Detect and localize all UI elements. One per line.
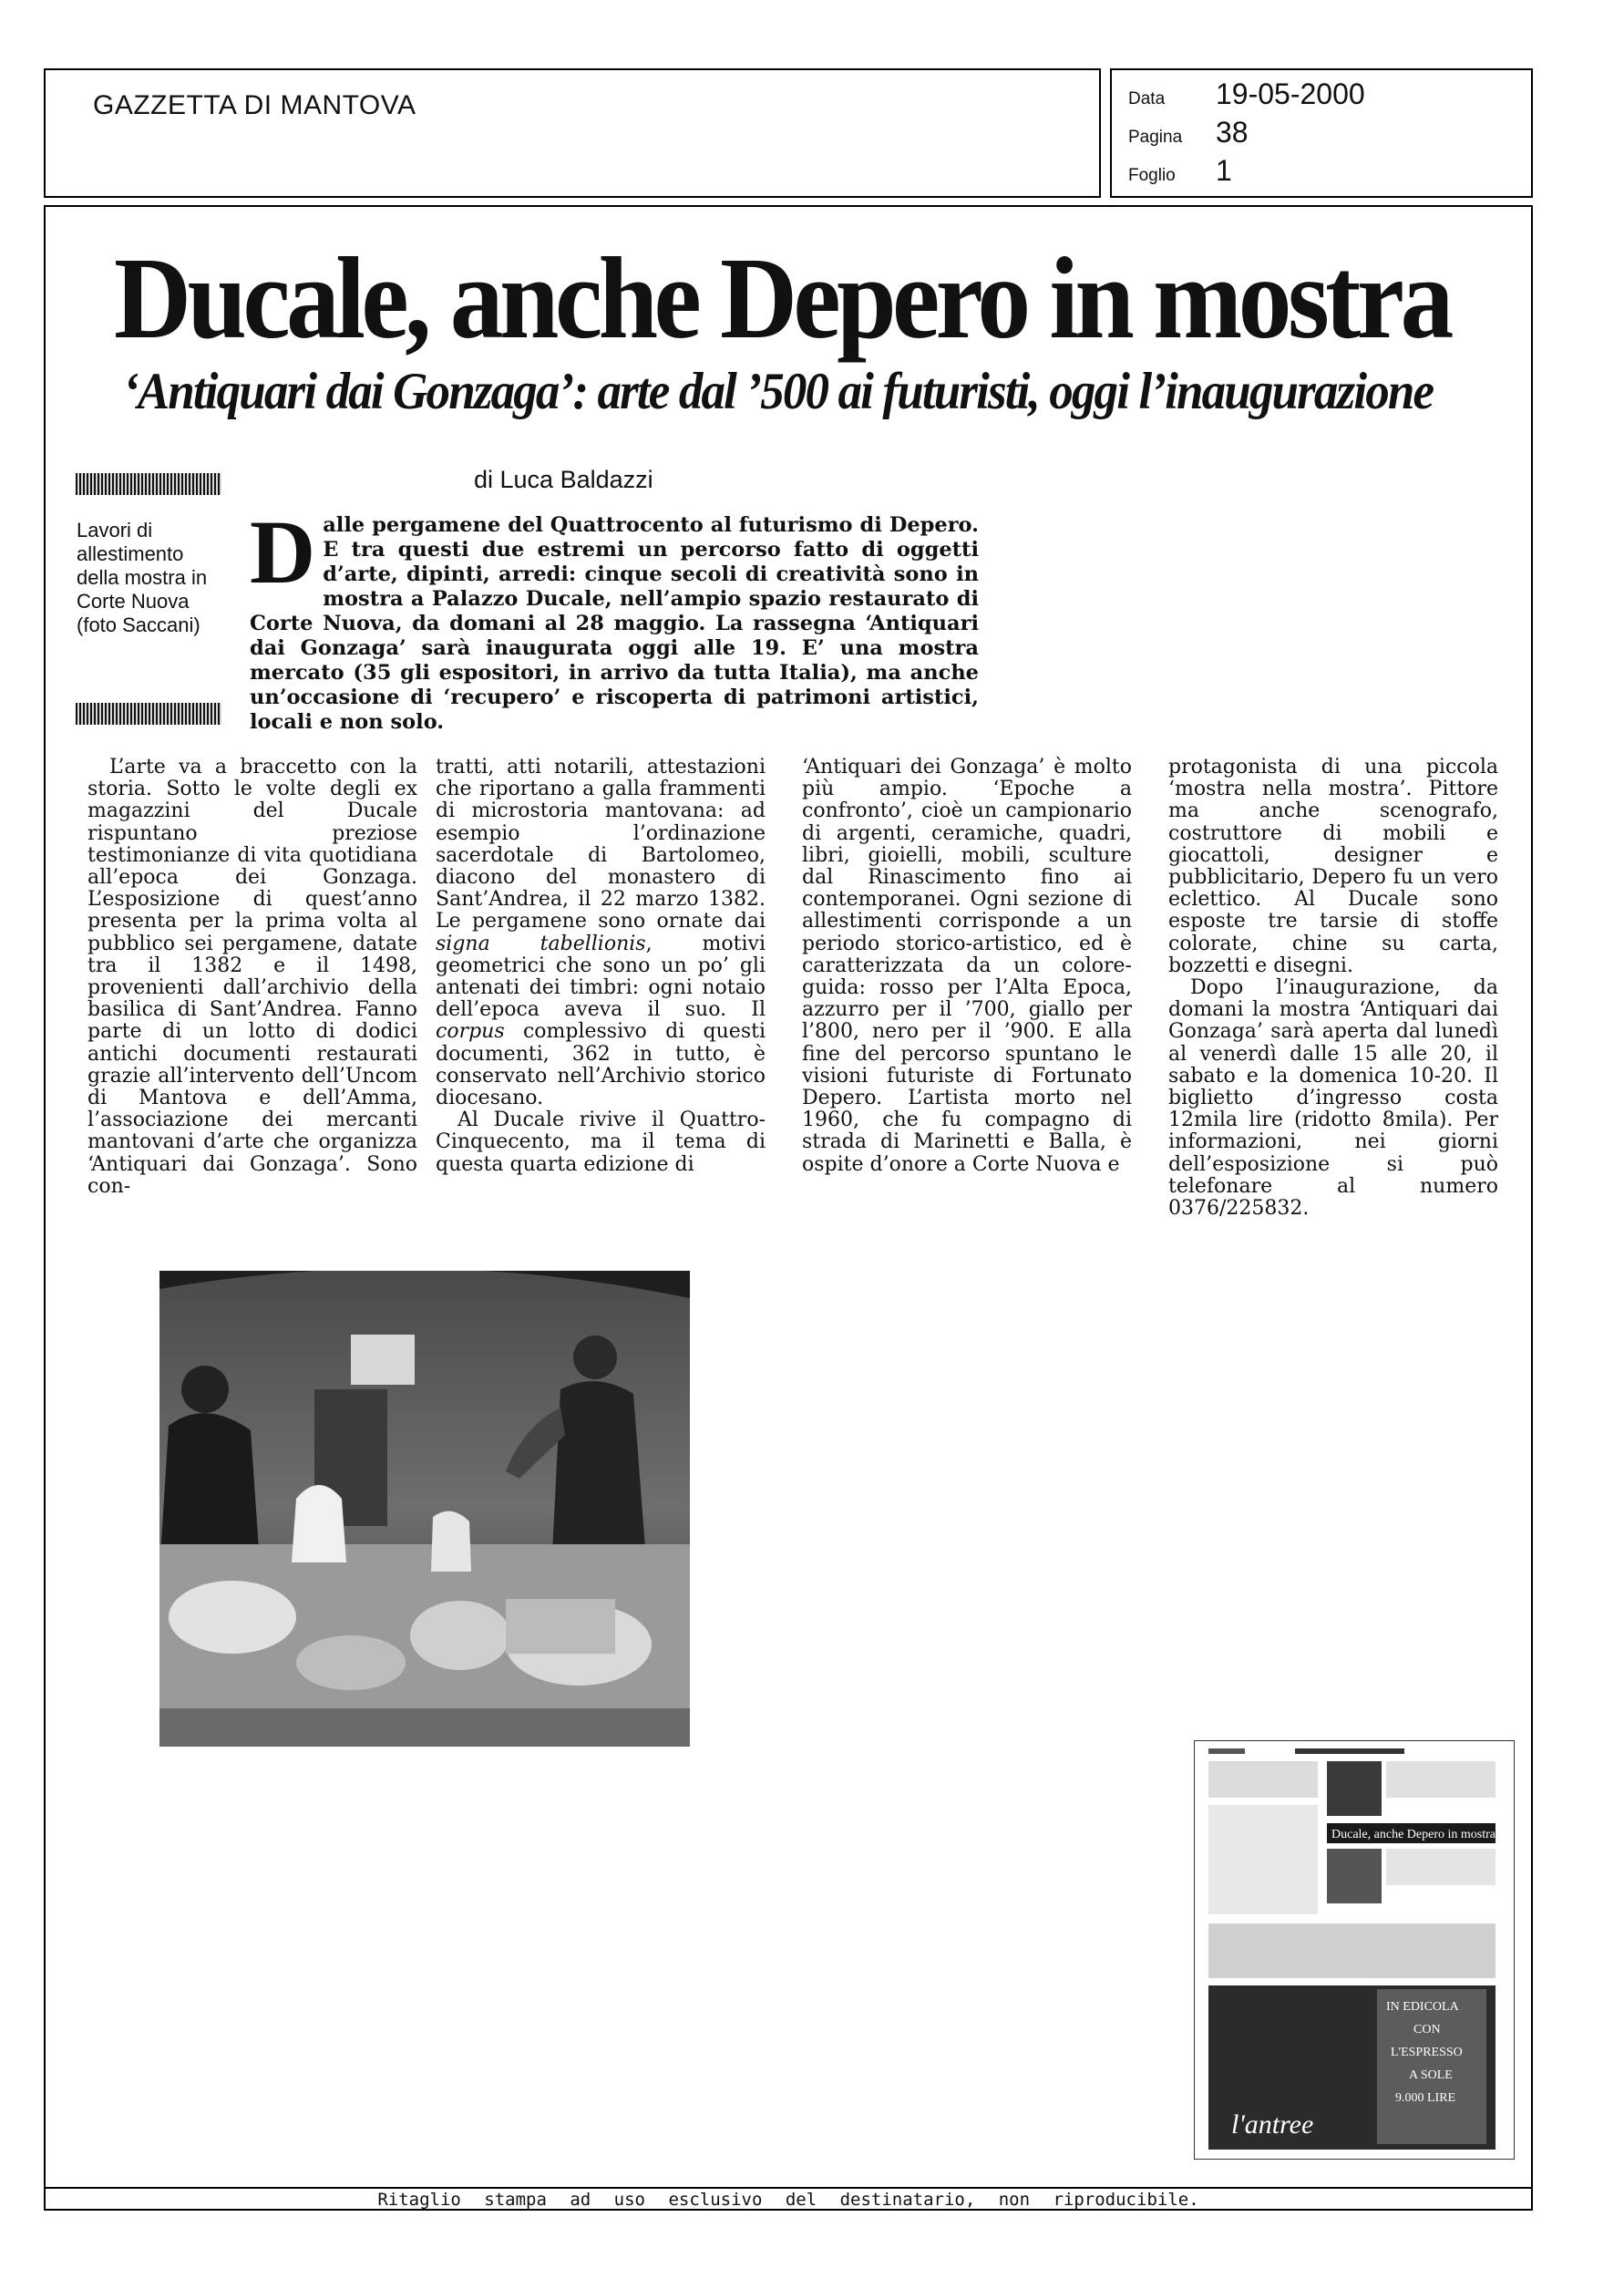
footer-rule bbox=[46, 2187, 1531, 2189]
col4-paragraph-1: protagonista di una piccola ‘mostra nella mostra’. Pittore ma anche scenografo, costruttore di mobili e giocattoli, designer e pubblicitario, Depero fu un vero eclettico. Al Ducale sono esposte tre tarsie di stoffe colorate, chine su carta, bozzetti e disegni. bbox=[1168, 756, 1498, 977]
meta-date-value: 19-05-2000 bbox=[1216, 77, 1365, 110]
thumbnail-ad-brand: l'antree bbox=[1231, 2109, 1314, 2140]
lead-paragraph bbox=[250, 501, 979, 735]
exhibition-photo bbox=[159, 1271, 690, 1747]
caption-rule-bottom bbox=[76, 703, 221, 725]
thumbnail-ad-line-3: L'ESPRESSO bbox=[1391, 2046, 1463, 2059]
body-column-4 bbox=[1168, 757, 1498, 1220]
byline: di Luca Baldazzi bbox=[474, 466, 653, 493]
thumbnail-ad-line-2: CON bbox=[1413, 2023, 1441, 2037]
meta-sheet bbox=[1128, 154, 1232, 191]
meta-page bbox=[1128, 116, 1249, 152]
col2-p1-text-c: complessivo di questi documenti, 362 in tutto, è conservato nell’Archivio storico diocesano. bbox=[436, 1020, 766, 1110]
caption-rule-top bbox=[76, 473, 221, 495]
drop-cap: D bbox=[250, 501, 316, 603]
newspaper-header bbox=[44, 68, 1101, 198]
body-column-2 bbox=[436, 757, 766, 1176]
body-column-1 bbox=[87, 757, 417, 1198]
article-clipping bbox=[44, 205, 1533, 2211]
col2-p1-text-b: , motivi geometrici che sono un po’ gli antenati dei timbri: ogni notaio dell’epoca aveva il suo. Il bbox=[436, 932, 766, 1022]
col2-p1-italic-2: corpus bbox=[436, 1020, 505, 1044]
page-thumbnail bbox=[1194, 1740, 1515, 2160]
meta-sheet-label: Foglio bbox=[1128, 166, 1176, 185]
metadata-box bbox=[1110, 68, 1533, 198]
col4-paragraph-2: Dopo l’inaugurazione, da domani la mostra ‘Antiquari dai Gonzaga’ sarà aperta dal lunedì al venerdì dalle 15 alle 20, il sabato e la domenica 10-20. Il biglietto d’ingresso costa 12mila lire (ridotto 8mila). Per informazioni, nei giorni dell’esposizione si può telefonare al numero 0376/225832. bbox=[1168, 976, 1498, 1221]
col2-paragraph-1 bbox=[436, 757, 766, 1109]
thumbnail-headline: Ducale, anche Depero in mostra bbox=[1331, 1828, 1496, 1841]
thumbnail-ad-line-1: IN EDICOLA bbox=[1386, 2000, 1459, 2014]
lead-text: alle pergamene del Quattrocento al futurismo di Depero. E tra questi due estremi un percorso fatto di oggetti d’arte, dipinti, arredi: cinque secoli di creatività sono in mostra a Palazzo Ducale, nell’ampio spazio restaurato di Corte Nuova, da domani al 28 maggio. La rassegna ‘Antiquari dai Gonzaga’ sarà inaugurata oggi alle 19. E’ una mostra mercato (35 gli espositori, in arrivo da tutta Italia), ma anche un’occasione di ‘recupero’ e riscoperta di patrimoni artistici, locali e non solo. bbox=[250, 513, 979, 734]
meta-date-label: Data bbox=[1128, 89, 1166, 108]
subheadline: ‘Antiquari dai Gonzaga’: arte dal ’500 ai futuristi, oggi l’inaugurazione bbox=[123, 363, 1434, 420]
body-column-3 bbox=[802, 757, 1132, 1176]
newspaper-name: GAZZETTA DI MANTOVA bbox=[93, 90, 416, 120]
col2-paragraph-2: Al Ducale rivive il Quattro-Cinquecento, ma il tema di questa quarta edizione di bbox=[436, 1109, 766, 1176]
meta-date bbox=[1128, 77, 1365, 114]
col2-p1-text-a: tratti, atti notarili, attestazioni che riportano a galla frammenti di microstoria mantovana: ad esempio l’ordinazione sacerdotale di Bartolomeo, diacono del monastero di Sant’Andrea, il 22 marzo 1382. Le pergamene sono ornate dai bbox=[436, 756, 766, 933]
meta-page-value: 38 bbox=[1216, 116, 1249, 149]
col1-paragraph-1: L’arte va a braccetto con la storia. Sotto le volte degli ex magazzini del Ducale rispuntano preziose testimonianze di vita quotidiana all’epoca dei Gonzaga. L’esposizione di quest’anno presenta per la prima volta al pubblico sei pergamene, datate tra il 1382 e il 1498, provenienti dall’archivio della basilica di Sant’Andrea. Fanno parte di un lotto di dodici antichi documenti restaurati grazie all’intervento dell’Uncom di Mantova e dell’Amma, l’associazione dei mercanti mantovani d’arte che organizza ‘Antiquari dai Gonzaga’. Sono con- bbox=[87, 756, 417, 1198]
page-thumbnail-image bbox=[1195, 1741, 1514, 2159]
col3-paragraph-1: ‘Antiquari dei Gonzaga’ è molto più ampio. ‘Epoche a confronto’, cioè un campionario di argenti, ceramiche, quadri, libri, gioielli, mobili, sculture dal Rinascimento fino ai contemporanei. Ogni sezione di allestimenti corrisponde a un periodo storico-artistico, ed è caratterizzata da un colore-guida: rosso per l’Alta Epoca, azzurro per il ’700, giallo per l’800, nero per il ’900. E alla fine del percorso spuntano le visioni futuriste di Fortunato Depero. L’artista morto nel 1960, che fu compagno di strada di Marinetti e Balla, è ospite d’onore a Corte Nuova e bbox=[802, 756, 1132, 1176]
col2-p1-italic-1: signa tabellionis bbox=[436, 932, 646, 955]
exhibition-photo-image bbox=[159, 1271, 690, 1747]
meta-page-label: Pagina bbox=[1128, 128, 1183, 147]
footer-notice: Ritaglio stampa ad uso esclusivo del destinatario, non riproducibile. bbox=[377, 2190, 1199, 2210]
photo-caption: Lavori di allestimento della mostra in Corte Nuova (foto Saccani) bbox=[77, 519, 208, 636]
meta-sheet-value: 1 bbox=[1216, 154, 1232, 187]
headline: Ducale, anche Depero in mostra bbox=[114, 233, 1450, 363]
thumbnail-ad-line-4: A SOLE bbox=[1409, 2068, 1453, 2082]
thumbnail-ad-line-5: 9.000 LIRE bbox=[1395, 2091, 1456, 2105]
